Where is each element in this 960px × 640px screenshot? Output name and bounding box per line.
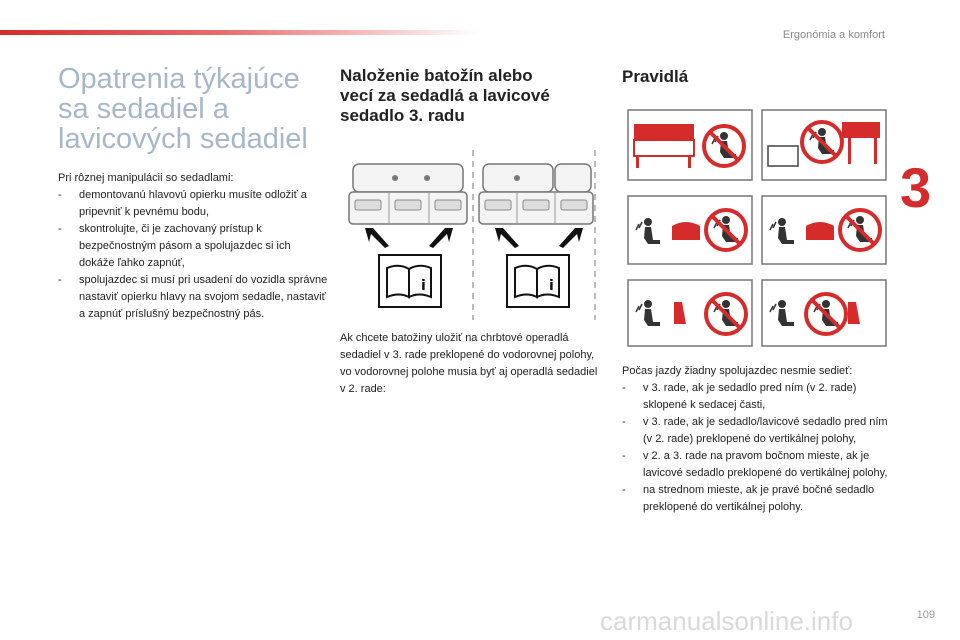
title-line: sa sedadiel a bbox=[58, 93, 229, 125]
title-line: lavicových sedadiel bbox=[58, 123, 308, 155]
title-line: Naloženie batožín alebo bbox=[340, 66, 533, 85]
title-line: Opatrenia týkajúce bbox=[58, 63, 300, 95]
rules-list bbox=[622, 380, 897, 516]
top-accent-bar bbox=[0, 30, 480, 35]
column1-body bbox=[58, 170, 328, 323]
list-item: - demontovanú hlavovú opierku musíte odložiť a pripevniť k pevnému bodu, bbox=[58, 187, 328, 221]
page-number: 109 bbox=[916, 609, 935, 621]
intro-text: Pri rôznej manipulácii so sedadlami: bbox=[58, 172, 234, 184]
column1-title bbox=[58, 64, 323, 154]
seat-diagram bbox=[345, 150, 600, 320]
pictogram-frame bbox=[762, 110, 886, 180]
list-item: - v 3. rade, ak je sedadlo pred ním (v 2. rade) sklopené k sedacej časti, bbox=[622, 380, 897, 414]
svg-text:i: i bbox=[549, 278, 554, 294]
title-line: sedadlo 3. radu bbox=[340, 106, 465, 125]
list-item: - skontrolujte, či je zachovaný prístup k bezpečnostným pásom a spolujazdec si ich dokáže ľahko zapnúť, bbox=[58, 221, 328, 272]
list-item: - spolujazdec si musí pri usadení do vozidla správne nastaviť opierku hlavy na svojom sedadle, nastaviť a zapnúť príslušný bezpečnostný pás. bbox=[58, 272, 328, 323]
precautions-list bbox=[58, 187, 328, 323]
manual-book-icon bbox=[507, 255, 569, 307]
watermark: carmanualsonline.info bbox=[600, 606, 853, 636]
column3-title: Pravidlá bbox=[622, 67, 689, 86]
section-label: Ergonómia a komfort bbox=[782, 29, 885, 41]
intro-text: Počas jazdy žiadny spolujazdec nesmie sedieť: bbox=[622, 365, 853, 377]
seat-bench-right bbox=[479, 164, 593, 224]
column3-body bbox=[622, 363, 897, 516]
list-item: - v 2. a 3. rade na pravom bočnom mieste, ak je lavicové sedadlo preklopené do vertikálnej polohy, bbox=[622, 448, 897, 482]
svg-text:i: i bbox=[421, 278, 426, 294]
rules-pictograms bbox=[626, 108, 888, 348]
pictogram-frame bbox=[628, 280, 752, 346]
manual-book-icon bbox=[379, 255, 441, 307]
pictogram-frame bbox=[762, 196, 886, 264]
column2-title bbox=[340, 66, 610, 126]
list-item: - na strednom mieste, ak je pravé bočné sedadlo preklopené do vertikálnej polohy. bbox=[622, 482, 897, 516]
column2-body: Ak chcete batožiny uložiť na chrbtové operadlá sedadiel v 3. rade preklopené do vodorovnej polohy, vo vodorovnej polohe musia byť aj operadlá sedadiel v 2. rade: bbox=[340, 332, 598, 395]
pictogram-frame bbox=[628, 196, 752, 264]
pictogram-frame bbox=[762, 280, 886, 346]
title-line: vecí za sedadlá a lavicové bbox=[340, 86, 550, 105]
pictogram-frame bbox=[628, 110, 752, 180]
list-item: - v 3. rade, ak je sedadlo/lavicové sedadlo pred ním (v 2. rade) preklopené do vertikálnej polohy, bbox=[622, 414, 897, 448]
seat-bench-left bbox=[349, 164, 467, 224]
chapter-number: 3 bbox=[900, 156, 932, 219]
